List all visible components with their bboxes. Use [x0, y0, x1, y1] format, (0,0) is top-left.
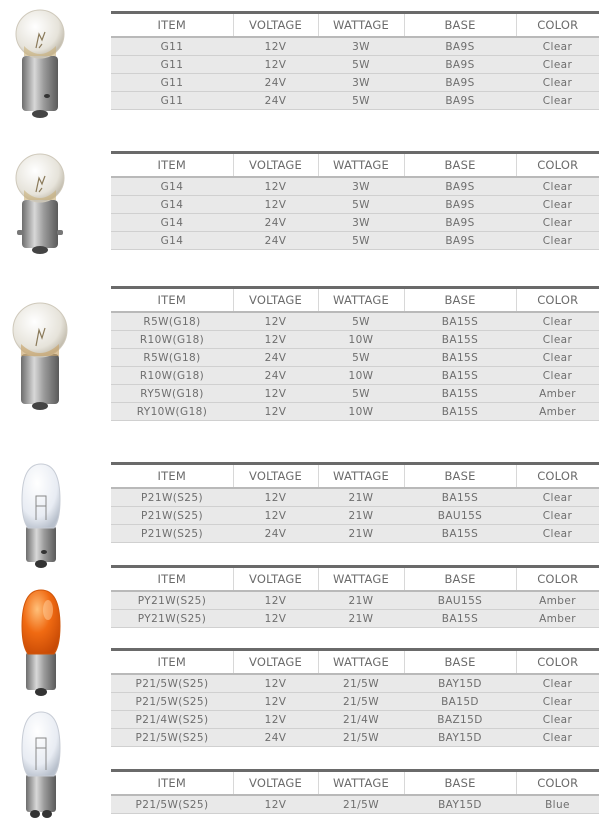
cell-color: Clear [516, 488, 599, 507]
cell-voltage: 12V [233, 196, 318, 214]
py21w-amber-bulb-icon [12, 586, 70, 698]
table-header-row [111, 567, 599, 592]
cell-item: P21/5W(S25) [111, 795, 233, 814]
cell-base: BA9S [404, 37, 516, 56]
header-color: COLOR [516, 567, 599, 592]
header-color: COLOR [516, 288, 599, 313]
cell-wattage: 5W [318, 196, 404, 214]
header-base: BASE [404, 153, 516, 178]
cell-base: BA15S [404, 312, 516, 331]
cell-wattage: 5W [318, 56, 404, 74]
cell-voltage: 12V [233, 312, 318, 331]
header-color: COLOR [516, 771, 599, 796]
table-row [111, 349, 599, 367]
table-row [111, 56, 599, 74]
cell-wattage: 3W [318, 214, 404, 232]
cell-base: BAY15D [404, 674, 516, 693]
cell-base: BA15S [404, 367, 516, 385]
cell-wattage: 21W [318, 591, 404, 610]
cell-voltage: 12V [233, 177, 318, 196]
cell-item: P21/5W(S25) [111, 693, 233, 711]
table-row [111, 37, 599, 56]
header-color: COLOR [516, 650, 599, 675]
cell-item: RY5W(G18) [111, 385, 233, 403]
cell-voltage: 12V [233, 56, 318, 74]
spec-table-py21w [111, 565, 599, 628]
cell-item: G11 [111, 92, 233, 110]
cell-base: BA15S [404, 488, 516, 507]
cell-item: G14 [111, 214, 233, 232]
p21w-bulb-icon [12, 460, 70, 570]
table-row [111, 693, 599, 711]
cell-wattage: 3W [318, 74, 404, 92]
cell-color: Clear [516, 367, 599, 385]
cell-voltage: 12V [233, 403, 318, 421]
cell-voltage: 24V [233, 74, 318, 92]
cell-color: Amber [516, 385, 599, 403]
cell-voltage: 24V [233, 232, 318, 250]
cell-item: P21/5W(S25) [111, 729, 233, 747]
cell-voltage: 12V [233, 674, 318, 693]
cell-color: Clear [516, 525, 599, 543]
spec-table-p21-5w [111, 648, 599, 747]
g14-bulb-icon [12, 148, 68, 256]
cell-color: Clear [516, 507, 599, 525]
cell-item: R5W(G18) [111, 312, 233, 331]
cell-wattage: 21/5W [318, 693, 404, 711]
cell-wattage: 21W [318, 610, 404, 628]
header-item: ITEM [111, 464, 233, 489]
header-base: BASE [404, 567, 516, 592]
table-header-row [111, 13, 599, 38]
header-wattage: WATTAGE [318, 13, 404, 38]
cell-base: BA15S [404, 349, 516, 367]
cell-color: Clear [516, 56, 599, 74]
table-row [111, 196, 599, 214]
cell-wattage: 5W [318, 349, 404, 367]
cell-wattage: 3W [318, 37, 404, 56]
header-wattage: WATTAGE [318, 288, 404, 313]
cell-voltage: 12V [233, 711, 318, 729]
cell-base: BA15S [404, 403, 516, 421]
cell-color: Clear [516, 177, 599, 196]
cell-wattage: 10W [318, 367, 404, 385]
cell-voltage: 12V [233, 488, 318, 507]
header-color: COLOR [516, 13, 599, 38]
cell-item: G11 [111, 37, 233, 56]
cell-voltage: 12V [233, 507, 318, 525]
cell-base: BA15S [404, 385, 516, 403]
cell-voltage: 12V [233, 37, 318, 56]
cell-base: BA9S [404, 196, 516, 214]
table-row [111, 331, 599, 349]
header-color: COLOR [516, 153, 599, 178]
cell-item: R10W(G18) [111, 331, 233, 349]
cell-wattage: 10W [318, 331, 404, 349]
cell-color: Clear [516, 674, 599, 693]
cell-wattage: 5W [318, 385, 404, 403]
header-wattage: WATTAGE [318, 771, 404, 796]
table-row [111, 674, 599, 693]
cell-item: R5W(G18) [111, 349, 233, 367]
cell-voltage: 24V [233, 525, 318, 543]
cell-item: R10W(G18) [111, 367, 233, 385]
cell-color: Blue [516, 795, 599, 814]
cell-voltage: 24V [233, 214, 318, 232]
cell-color: Amber [516, 403, 599, 421]
table-header-row [111, 771, 599, 796]
cell-wattage: 21/4W [318, 711, 404, 729]
table-header-row [111, 288, 599, 313]
table-header-row [111, 650, 599, 675]
cell-item: PY21W(S25) [111, 591, 233, 610]
header-voltage: VOLTAGE [233, 771, 318, 796]
cell-voltage: 12V [233, 331, 318, 349]
cell-base: BAY15D [404, 729, 516, 747]
cell-base: BA9S [404, 92, 516, 110]
cell-base: BA15S [404, 331, 516, 349]
g18-bulb-icon [10, 300, 70, 412]
cell-base: BAY15D [404, 795, 516, 814]
table-row [111, 385, 599, 403]
table-header-row [111, 464, 599, 489]
g11-bulb-icon [12, 4, 68, 120]
table-row [111, 591, 599, 610]
spec-table-p21w [111, 462, 599, 543]
header-voltage: VOLTAGE [233, 13, 318, 38]
header-item: ITEM [111, 288, 233, 313]
cell-item: G11 [111, 56, 233, 74]
header-item: ITEM [111, 771, 233, 796]
cell-base: BA9S [404, 177, 516, 196]
cell-color: Clear [516, 349, 599, 367]
header-base: BASE [404, 464, 516, 489]
header-base: BASE [404, 771, 516, 796]
header-base: BASE [404, 13, 516, 38]
cell-color: Amber [516, 591, 599, 610]
cell-color: Clear [516, 232, 599, 250]
cell-item: P21W(S25) [111, 507, 233, 525]
cell-color: Clear [516, 92, 599, 110]
table-row [111, 795, 599, 814]
spec-table-g18 [111, 286, 599, 421]
cell-wattage: 21W [318, 525, 404, 543]
table-row [111, 74, 599, 92]
cell-wattage: 21W [318, 507, 404, 525]
table-row [111, 92, 599, 110]
cell-voltage: 24V [233, 92, 318, 110]
cell-item: RY10W(G18) [111, 403, 233, 421]
header-base: BASE [404, 288, 516, 313]
cell-voltage: 12V [233, 795, 318, 814]
cell-color: Clear [516, 729, 599, 747]
table-header-row [111, 153, 599, 178]
table-row [111, 367, 599, 385]
cell-color: Clear [516, 74, 599, 92]
cell-color: Clear [516, 312, 599, 331]
cell-item: G14 [111, 232, 233, 250]
table-row [111, 232, 599, 250]
table-row [111, 403, 599, 421]
header-voltage: VOLTAGE [233, 650, 318, 675]
cell-wattage: 5W [318, 232, 404, 250]
header-item: ITEM [111, 153, 233, 178]
spec-table-g11 [111, 11, 599, 110]
header-voltage: VOLTAGE [233, 567, 318, 592]
cell-item: G14 [111, 196, 233, 214]
cell-wattage: 5W [318, 92, 404, 110]
cell-color: Clear [516, 711, 599, 729]
cell-voltage: 12V [233, 610, 318, 628]
cell-color: Clear [516, 214, 599, 232]
cell-item: PY21W(S25) [111, 610, 233, 628]
header-wattage: WATTAGE [318, 153, 404, 178]
cell-color: Clear [516, 331, 599, 349]
table-row [111, 711, 599, 729]
header-voltage: VOLTAGE [233, 288, 318, 313]
cell-voltage: 12V [233, 693, 318, 711]
cell-item: G14 [111, 177, 233, 196]
header-color: COLOR [516, 464, 599, 489]
table-row [111, 610, 599, 628]
header-base: BASE [404, 650, 516, 675]
header-item: ITEM [111, 650, 233, 675]
header-voltage: VOLTAGE [233, 153, 318, 178]
cell-color: Clear [516, 693, 599, 711]
cell-item: G11 [111, 74, 233, 92]
header-item: ITEM [111, 567, 233, 592]
cell-base: BA15D [404, 693, 516, 711]
cell-voltage: 12V [233, 385, 318, 403]
cell-base: BA15S [404, 525, 516, 543]
cell-base: BA9S [404, 74, 516, 92]
cell-base: BA15S [404, 610, 516, 628]
cell-color: Amber [516, 610, 599, 628]
cell-color: Clear [516, 196, 599, 214]
cell-wattage: 21/5W [318, 729, 404, 747]
cell-wattage: 10W [318, 403, 404, 421]
cell-base: BA9S [404, 56, 516, 74]
cell-voltage: 24V [233, 729, 318, 747]
cell-base: BAU15S [404, 507, 516, 525]
table-row [111, 507, 599, 525]
cell-base: BA9S [404, 232, 516, 250]
cell-wattage: 3W [318, 177, 404, 196]
cell-item: P21/5W(S25) [111, 674, 233, 693]
cell-item: P21W(S25) [111, 525, 233, 543]
spec-table-p21-5w-blue [111, 769, 599, 814]
table-row [111, 214, 599, 232]
cell-voltage: 12V [233, 591, 318, 610]
header-voltage: VOLTAGE [233, 464, 318, 489]
header-wattage: WATTAGE [318, 464, 404, 489]
table-row [111, 525, 599, 543]
header-wattage: WATTAGE [318, 567, 404, 592]
cell-voltage: 24V [233, 349, 318, 367]
cell-voltage: 24V [233, 367, 318, 385]
cell-base: BAZ15D [404, 711, 516, 729]
table-row [111, 312, 599, 331]
table-row [111, 488, 599, 507]
cell-base: BA9S [404, 214, 516, 232]
table-row [111, 729, 599, 747]
header-item: ITEM [111, 13, 233, 38]
header-wattage: WATTAGE [318, 650, 404, 675]
cell-wattage: 21/5W [318, 795, 404, 814]
cell-item: P21W(S25) [111, 488, 233, 507]
cell-item: P21/4W(S25) [111, 711, 233, 729]
cell-base: BAU15S [404, 591, 516, 610]
spec-table-g14 [111, 151, 599, 250]
table-row [111, 177, 599, 196]
cell-wattage: 21/5W [318, 674, 404, 693]
cell-color: Clear [516, 37, 599, 56]
p21-5w-bulb-icon [12, 708, 70, 820]
cell-wattage: 5W [318, 312, 404, 331]
cell-wattage: 21W [318, 488, 404, 507]
